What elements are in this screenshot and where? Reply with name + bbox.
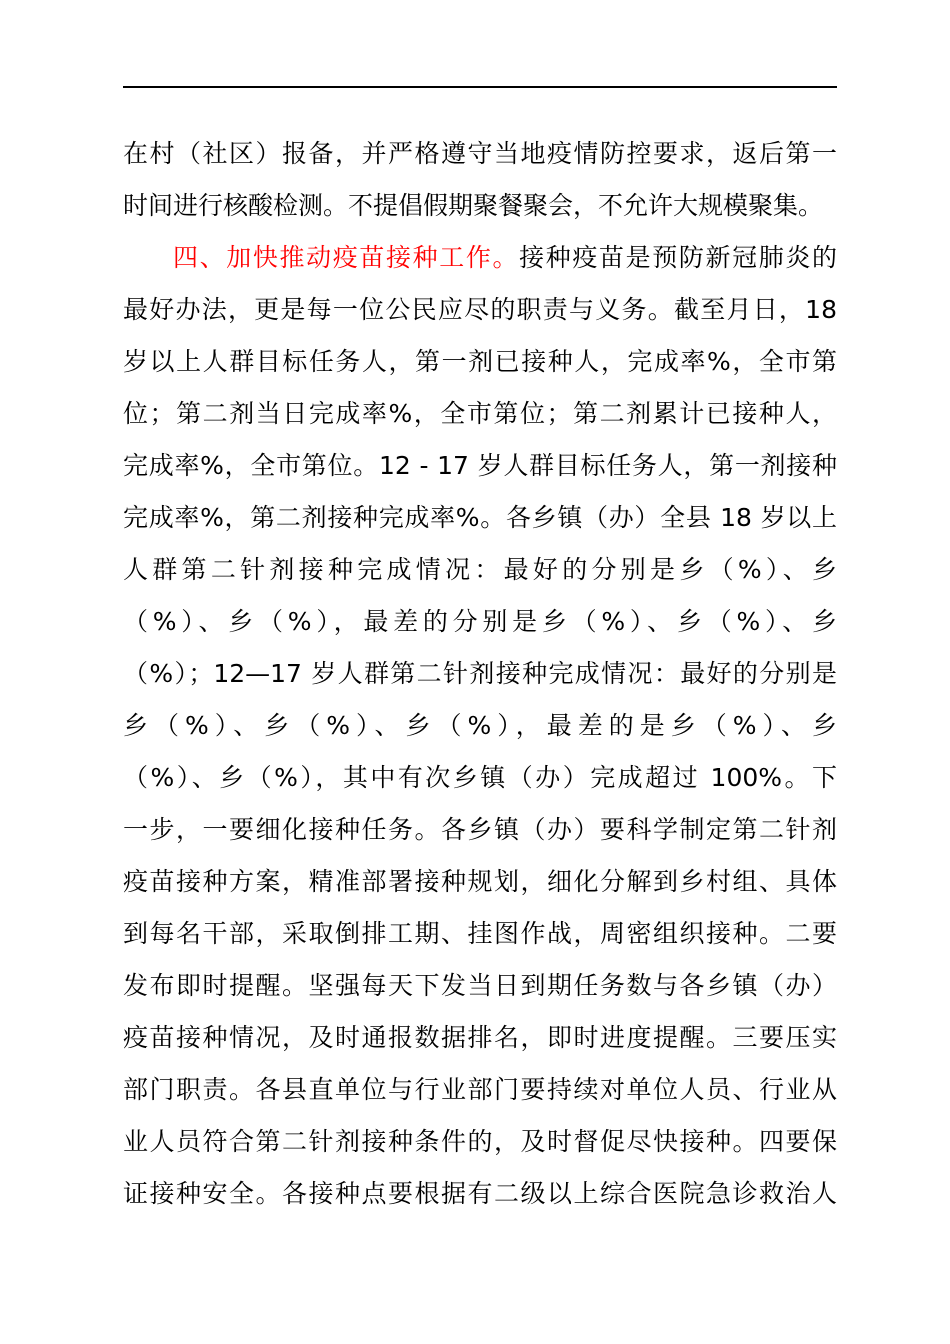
body-line-rest: 接种疫苗是预防新冠肺炎的 <box>519 243 837 272</box>
section-4-first-line <box>123 232 837 284</box>
body-line: （%）、乡（%），其中有次乡镇（办）完成超过 100%。下 <box>123 763 837 792</box>
body-line: 到每名干部，采取倒排工期、挂图作战，周密组织接种。二要 <box>123 919 837 948</box>
body-line: 时间进行核酸检测。不提倡假期聚餐聚会，不允许大规模聚集。 <box>123 191 824 220</box>
body-line: 乡（%）、乡（%）、乡（%），最差的是乡（%）、乡 <box>123 711 837 740</box>
header-rule <box>123 86 837 88</box>
body-line: 发布即时提醒。坚强每天下发当日到期任务数与各乡镇（办） <box>123 971 837 1000</box>
body-line: 人群第二针剂接种完成情况：最好的分别是乡（%）、乡 <box>123 555 837 584</box>
body-line: 业人员符合第二针剂接种条件的，及时督促尽快接种。四要保 <box>123 1127 837 1156</box>
document-body <box>123 128 837 1220</box>
body-line: 一步，一要细化接种任务。各乡镇（办）要科学制定第二针剂 <box>123 815 837 844</box>
body-line: 疫苗接种方案，精准部署接种规划，细化分解到乡村组、具体 <box>123 867 837 896</box>
section-4-heading: 四、加快推动疫苗接种工作。 <box>173 243 520 272</box>
body-line: 完成率%，第二剂接种完成率%。各乡镇（办）全县 18 岁以上 <box>123 503 837 532</box>
body-line: 完成率%，全市第位。12 - 17 岁人群目标任务人，第一剂接种 <box>123 451 837 480</box>
body-line: 证接种安全。各接种点要根据有二级以上综合医院急诊救治人 <box>123 1179 837 1208</box>
body-line: （%）；12—17 岁人群第二针剂接种完成情况：最好的分别是 <box>123 659 837 688</box>
body-line: 岁以上人群目标任务人，第一剂已接种人，完成率%，全市第 <box>123 347 837 376</box>
body-line: 位；第二剂当日完成率%，全市第位；第二剂累计已接种人， <box>123 399 837 428</box>
body-line: 部门职责。各县直单位与行业部门要持续对单位人员、行业从 <box>123 1075 837 1104</box>
body-line: 最好办法，更是每一位公民应尽的职责与义务。截至月日，18 <box>123 295 837 324</box>
body-line: （%）、乡（%），最差的分别是乡（%）、乡（%）、乡 <box>123 607 837 636</box>
body-line: 在村（社区）报备，并严格遵守当地疫情防控要求，返后第一 <box>123 139 837 168</box>
body-line: 疫苗接种情况，及时通报数据排名，即时进度提醒。三要压实 <box>123 1023 837 1052</box>
